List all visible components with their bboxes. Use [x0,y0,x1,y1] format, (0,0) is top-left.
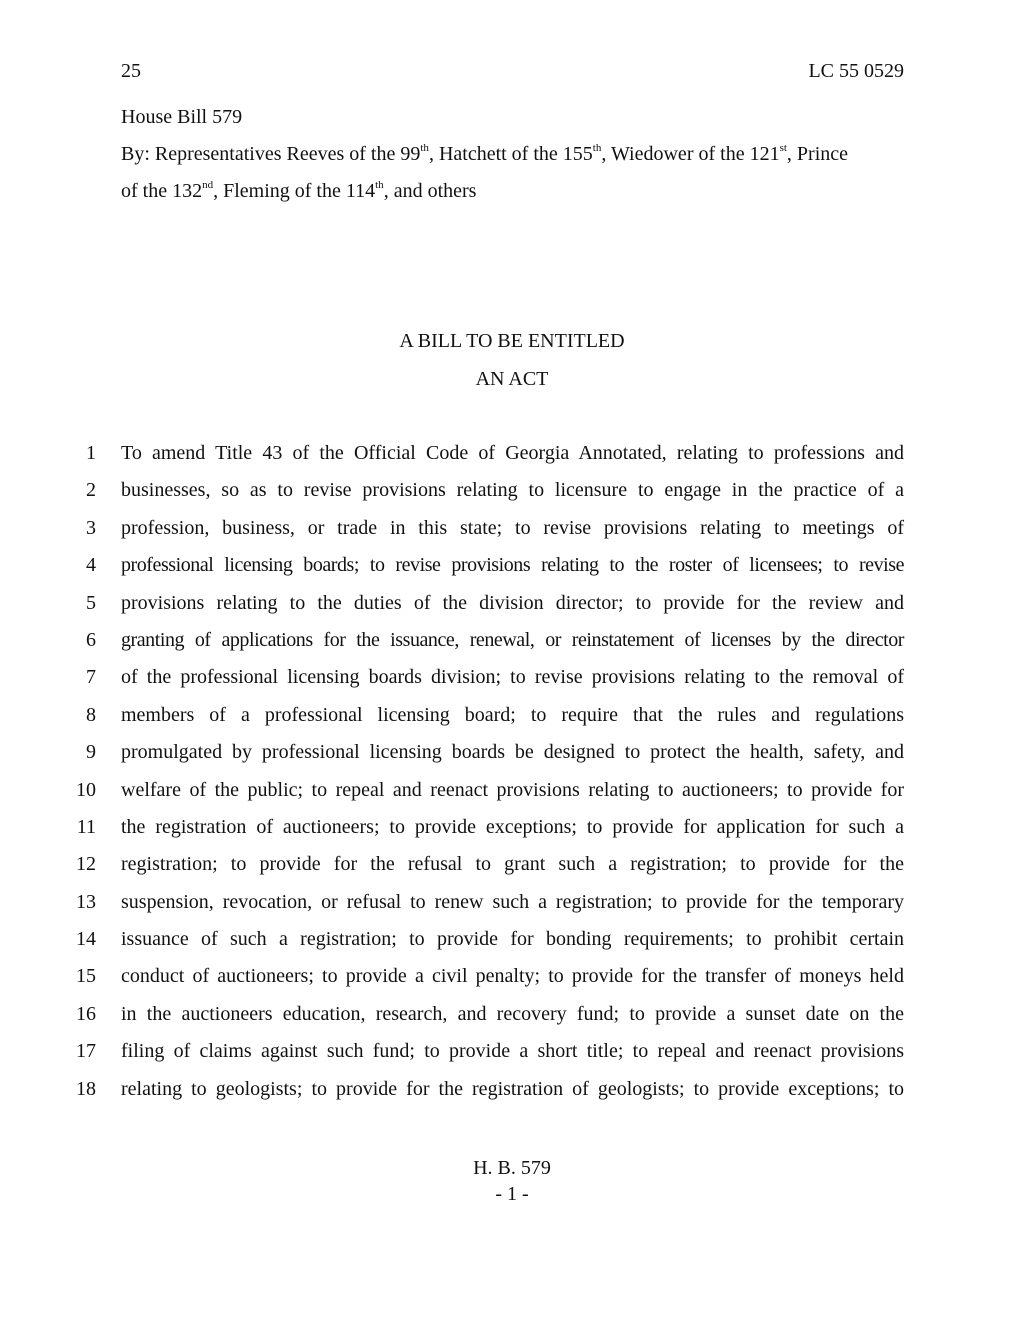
line-text: professional licensing boards; to revise provisions relating to the roster of licensees; to revise [121,554,904,577]
sponsor-text: of the 132 [121,180,203,202]
line-number: 4 [86,554,96,577]
line-text: businesses, so as to revise provisions relating to licensure to engage in the practice of a [121,479,904,502]
line-number: 6 [86,628,96,651]
body-line [0,704,1024,741]
sponsor-text: , and others [383,180,477,202]
body-line [0,1078,1024,1115]
body-line [0,741,1024,778]
line-number: 14 [76,928,96,951]
body-line [0,1040,1024,1077]
line-number: 11 [76,815,96,838]
line-text: granting of applications for the issuance, renewal, or reinstatement of licenses by the director [121,628,904,651]
line-number: 7 [86,666,96,689]
body-line [0,853,1024,890]
body-line [0,965,1024,1002]
body-line [0,554,1024,591]
line-text: profession, business, or trade in this state; to revise provisions relating to meetings of [121,516,904,539]
body-line [0,629,1024,666]
line-text: members of a professional licensing board; to require that the rules and regulations [121,703,904,726]
line-text: relating to geologists; to provide for the registration of geologists; to provide exceptions; to [121,1077,904,1100]
line-text: promulgated by professional licensing boards be designed to protect the health, safety, and [121,741,904,764]
line-number: 17 [76,1040,96,1063]
line-number: 3 [86,516,96,539]
body-line [0,517,1024,554]
line-text: To amend Title 43 of the Official Code of Georgia Annotated, relating to professions and [121,442,904,464]
sponsor-text: By: Representatives Reeves of the 99 [121,143,421,165]
line-number: 12 [76,853,96,876]
line-text: welfare of the public; to repeal and reenact provisions relating to auctioneers; to provide for [121,778,904,801]
sponsor-text: , Wiedower of the 121 [601,143,780,165]
line-number: 15 [76,965,96,988]
line-text: suspension, revocation, or refusal to renew such a registration; to provide for the temporary [121,890,904,913]
line-number: 2 [86,479,96,502]
ordinal-suffix: th [592,142,602,154]
bill-title: House Bill 579 [121,106,243,128]
line-number: 5 [86,591,96,614]
ordinal-suffix: th [375,179,384,191]
line-text: issuance of such a registration; to provide for bonding requirements; to prohibit certain [121,928,904,951]
ordinal-suffix: nd [202,179,214,191]
ordinal-suffix: st [779,142,787,154]
sponsor-text: , Prince [786,143,849,165]
sponsor-text: , Hatchett of the 155 [428,143,593,165]
line-text: of the professional licensing boards division; to revise provisions relating to the removal of [121,666,904,689]
body-line [0,666,1024,703]
bill-heading: A BILL TO BE ENTITLED [399,330,625,352]
line-number: 16 [76,1002,96,1025]
body-line [0,1003,1024,1040]
line-number: 13 [76,890,96,913]
ordinal-suffix: th [420,142,429,154]
sponsor-text: , Fleming of the 114 [213,180,376,202]
line-text: in the auctioneers education, research, and recovery fund; to provide a sunset date on the [121,1002,904,1025]
line-text: the registration of auctioneers; to provide exceptions; to provide for application for such a [121,815,904,838]
line-number: 8 [86,703,96,726]
line-number: 9 [86,741,96,764]
body-line [0,928,1024,965]
body-line [0,592,1024,629]
footer-bill-number: H. B. 579 [473,1157,551,1179]
line-number: 18 [76,1077,96,1100]
lc-number: LC 55 0529 [808,60,904,82]
line-text: conduct of auctioneers; to provide a civil penalty; to provide for the transfer of moneys held [121,965,904,988]
line-number: 1 [86,442,96,464]
line-number: 10 [76,778,96,801]
line-text: registration; to provide for the refusal to grant such a registration; to provide for the [121,853,904,876]
footer-page-number: - 1 - [495,1183,529,1205]
sponsors-line-2 [121,180,476,203]
line-text: filing of claims against such fund; to provide a short title; to repeal and reenact provisions [121,1040,904,1063]
session-number: 25 [121,60,141,82]
body-line [0,816,1024,853]
act-heading: AN ACT [475,368,549,390]
body-line [0,442,1024,479]
line-text: provisions relating to the duties of the division director; to provide for the review and [121,591,904,614]
body-line [0,891,1024,928]
bill-body [0,442,1024,1115]
sponsors-line-1 [121,143,848,166]
body-line [0,779,1024,816]
body-line [0,479,1024,516]
